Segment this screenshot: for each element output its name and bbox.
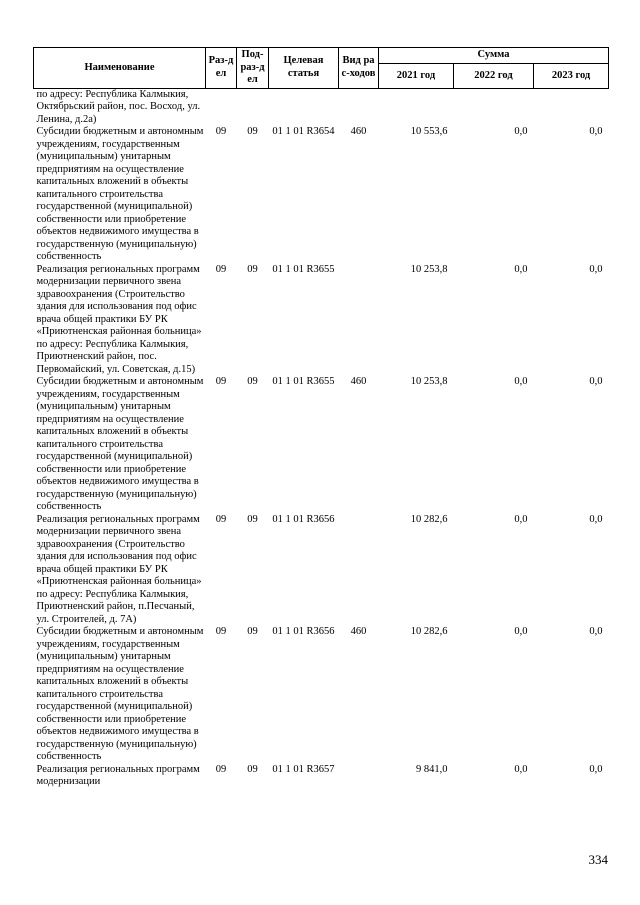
row-section: 09 — [215, 626, 227, 637]
header-subsection: Под-раз-дел — [237, 48, 269, 89]
row-expense-type: 460 — [350, 126, 367, 137]
row-subsection: 09 — [247, 626, 258, 637]
row-section — [206, 88, 237, 126]
row-target: 01 1 01 R3656 — [272, 626, 335, 637]
row-subsection — [237, 88, 269, 126]
row-value-2021: 9 841,0 — [416, 763, 448, 775]
row-expense-type — [339, 88, 379, 126]
header-name: Наименование — [34, 48, 206, 89]
row-value-2022: 0,0 — [514, 376, 528, 387]
row-value-2021: 10 282,6 — [410, 626, 448, 637]
row-target: 01 1 01 R3657 — [272, 763, 335, 775]
row-name: Субсидии бюджетным и автономным учреждениям, государственным (муниципальным) унитарным предприятиям на осуществление капитальных вложений в объекты капитального строительства государственной (муниципальной) собственности или приобретение объектов недвижимого имущества в государственную (муниципальную) собственность — [36, 626, 204, 762]
row-expense-type: 460 — [350, 626, 367, 637]
row-value-2022: 0,0 — [514, 513, 528, 525]
row-value-2023: 0,0 — [589, 263, 603, 275]
table-body — [34, 88, 609, 789]
row-value-2021: 10 253,8 — [410, 376, 448, 387]
row-target: 01 1 01 R3655 — [272, 263, 335, 275]
row-name: Реализация региональных программ модернизации первичного звена здравоохранения (Строительство здания для использования под офис врача общей практики БУ РК «Приютненская районная больница» по адресу: Республика Калмыкия, Приютненский район, пос. Первомайский, ул. Советская, д.15) — [36, 263, 202, 375]
budget-table-page — [33, 47, 608, 789]
table-row — [34, 376, 609, 514]
row-subsection: 09 — [247, 513, 258, 525]
row-expense-type — [339, 264, 379, 377]
row-name: по адресу: Республика Калмыкия, Октябрьский район, пос. Восход, ул. Ленина, д.2а) — [36, 88, 201, 125]
row-section: 09 — [215, 376, 227, 387]
header-target: Целевая статья — [269, 48, 339, 89]
row-expense-type — [339, 764, 379, 789]
row-target: 01 1 01 R3654 — [272, 126, 335, 137]
row-value-2023: 0,0 — [589, 126, 603, 137]
header-expense-type: Вид рас-ходов — [339, 48, 379, 89]
table-header — [34, 48, 609, 89]
row-name: Реализация региональных программ модернизации первичного звена здравоохранения (Строительство здания для использования под офис врача общей практики БУ РК «Приютненская районная больница» по адресу: Республика Калмыкия, Приютненский район, п.Песчаный, ул. Строителей, д. 7А) — [36, 513, 202, 625]
row-value-2023: 0,0 — [589, 513, 603, 525]
row-value-2023: 0,0 — [589, 626, 603, 637]
row-value-2022 — [454, 88, 534, 126]
row-subsection: 09 — [247, 763, 258, 775]
header-2021: 2021 год — [379, 64, 454, 88]
budget-table — [33, 47, 609, 789]
header-2022: 2022 год — [454, 64, 534, 88]
row-target: 01 1 01 R3656 — [272, 513, 335, 525]
row-section: 09 — [215, 763, 227, 775]
table-row — [34, 626, 609, 764]
row-target: 01 1 01 R3655 — [272, 376, 335, 387]
header-section: Раз-дел — [206, 48, 237, 89]
row-section: 09 — [215, 263, 227, 275]
row-expense-type: 460 — [350, 376, 367, 387]
row-value-2021: 10 253,8 — [410, 263, 448, 275]
row-name: Субсидии бюджетным и автономным учреждениям, государственным (муниципальным) унитарным предприятиям на осуществление капитальных вложений в объекты капитального строительства государственной (муниципальной) собственности или приобретение объектов недвижимого имущества в государственную (муниципальную) собственность — [36, 126, 204, 262]
row-subsection: 09 — [247, 376, 258, 387]
row-value-2022: 0,0 — [514, 263, 528, 275]
header-sum: Сумма — [379, 48, 609, 64]
row-section: 09 — [215, 126, 227, 137]
row-subsection: 09 — [247, 126, 258, 137]
table-row — [34, 514, 609, 627]
row-value-2021 — [379, 88, 454, 126]
table-row — [34, 264, 609, 377]
row-expense-type — [339, 514, 379, 627]
row-value-2022: 0,0 — [514, 126, 528, 137]
row-value-2023 — [534, 88, 609, 126]
table-row — [34, 764, 609, 789]
row-value-2022: 0,0 — [514, 763, 528, 775]
row-value-2023: 0,0 — [589, 376, 603, 387]
row-subsection: 09 — [247, 263, 258, 275]
table-row — [34, 126, 609, 264]
header-2023: 2023 год — [534, 64, 609, 88]
row-value-2023: 0,0 — [589, 763, 603, 775]
row-name: Реализация региональных программ модернизации — [36, 763, 200, 787]
page-number: 334 — [588, 852, 608, 867]
row-target — [269, 88, 339, 126]
table-row — [34, 88, 609, 126]
row-value-2021: 10 553,6 — [410, 126, 448, 137]
row-value-2022: 0,0 — [514, 626, 528, 637]
row-section: 09 — [215, 513, 227, 525]
row-value-2021: 10 282,6 — [410, 513, 448, 525]
row-name: Субсидии бюджетным и автономным учреждениям, государственным (муниципальным) унитарным предприятиям на осуществление капитальных вложений в объекты капитального строительства государственной (муниципальной) собственности или приобретение объектов недвижимого имущества в государственную (муниципальную) собственность — [36, 376, 204, 512]
